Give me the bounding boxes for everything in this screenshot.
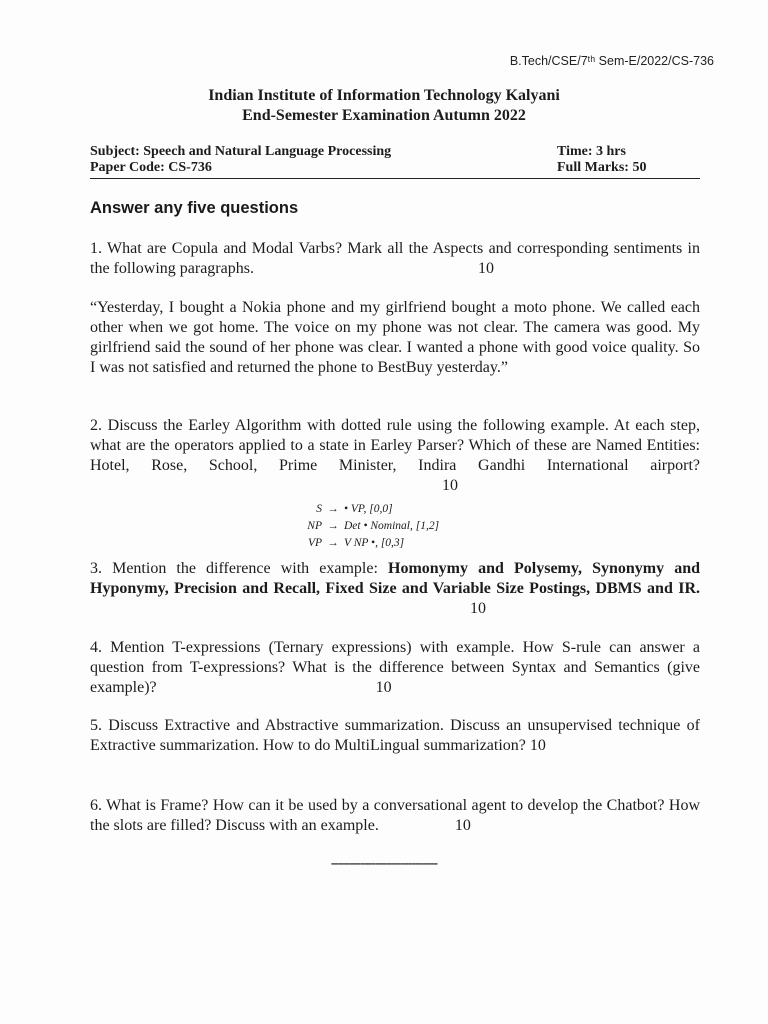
exam-title: End-Semester Examination Autumn 2022 xyxy=(242,107,526,124)
question-1-marks: 10 xyxy=(477,260,494,277)
question-2-text: 2. Discuss the Earley Algorithm with dotted rule using the following example. At each step, what are the operators applied to a state in Earley Parser? Which of these are Named Entities: Hotel, Rose, School, Prime Minister, Indira Gandhi International airport? xyxy=(90,417,700,474)
question-4-text: 4. Mention T-expressions (Ternary expressions) with example. How S-rule can answer a question from T-expressions? What is the difference between Syntax and Semantics (give example)? xyxy=(90,639,700,696)
question-2-marks: 10 xyxy=(442,477,458,494)
exam-header xyxy=(0,86,768,126)
institute-name: Indian Institute of Information Technology Kalyani xyxy=(208,87,560,104)
question-4 xyxy=(90,638,700,698)
question-1-text: 1. What are Copula and Modal Varbs? Mark all the Aspects and corresponding sentiments in the following paragraphs. xyxy=(90,240,700,277)
paper-reference-code: B.Tech/CSE/7ᵗʰ Sem-E/2022/CS-736 xyxy=(509,54,714,68)
question-3-text: 3. Mention the difference with example: xyxy=(90,560,378,577)
earley-rule: S → • VP, [0,0] xyxy=(316,503,393,515)
question-3-marks: 10 xyxy=(470,600,486,617)
question-6-marks: 10 xyxy=(454,817,471,834)
question-2 xyxy=(90,416,700,496)
end-separator: ----------------------------- xyxy=(330,856,438,871)
question-1-passage: “Yesterday, I bought a Nokia phone and my girlfriend bought a moto phone. We called each other when we got home. The voice on my phone was not clear. The camera was good. My girlfriend said the sound of her phone was clear. I wanted a phone with good voice quality. So I was not satisfied and returned the phone to BestBuy yesterday.” xyxy=(90,299,700,376)
question-5 xyxy=(90,716,700,756)
question-3-topics: Homonymy and Polysemy, Synonymy and Hyponymy, Precision and Recall, Fixed Size and Variable Size Postings, DBMS and IR. xyxy=(90,560,701,597)
question-6 xyxy=(90,796,700,836)
earley-rules xyxy=(290,501,490,552)
time-label: Time: 3 hrs xyxy=(557,144,626,159)
full-marks-label: Full Marks: 50 xyxy=(557,160,647,175)
question-3 xyxy=(90,559,700,619)
subject-label: Subject: Speech and Natural Language Processing xyxy=(90,144,392,159)
question-1 xyxy=(90,239,700,279)
earley-rule: NP → Det • Nominal, [1,2] xyxy=(307,520,440,532)
instruction-heading: Answer any five questions xyxy=(90,199,299,217)
paper-code-label: Paper Code: CS-736 xyxy=(90,160,212,175)
question-6-text: 6. What is Frame? How can it be used by a conversational agent to develop the Chatbot? How the slots are filled? Discuss with an example. xyxy=(90,797,700,834)
question-4-marks: 10 xyxy=(375,679,392,696)
exam-meta xyxy=(90,144,700,176)
header-divider xyxy=(90,178,700,179)
question-5-marks: 10 xyxy=(529,737,546,754)
question-5-text: 5. Discuss Extractive and Abstractive summarization. Discuss an unsupervised technique of Extractive summarization. How to do MultiLingual summarization? xyxy=(90,717,700,754)
earley-rule: VP → V NP •, [0,3] xyxy=(307,537,405,549)
